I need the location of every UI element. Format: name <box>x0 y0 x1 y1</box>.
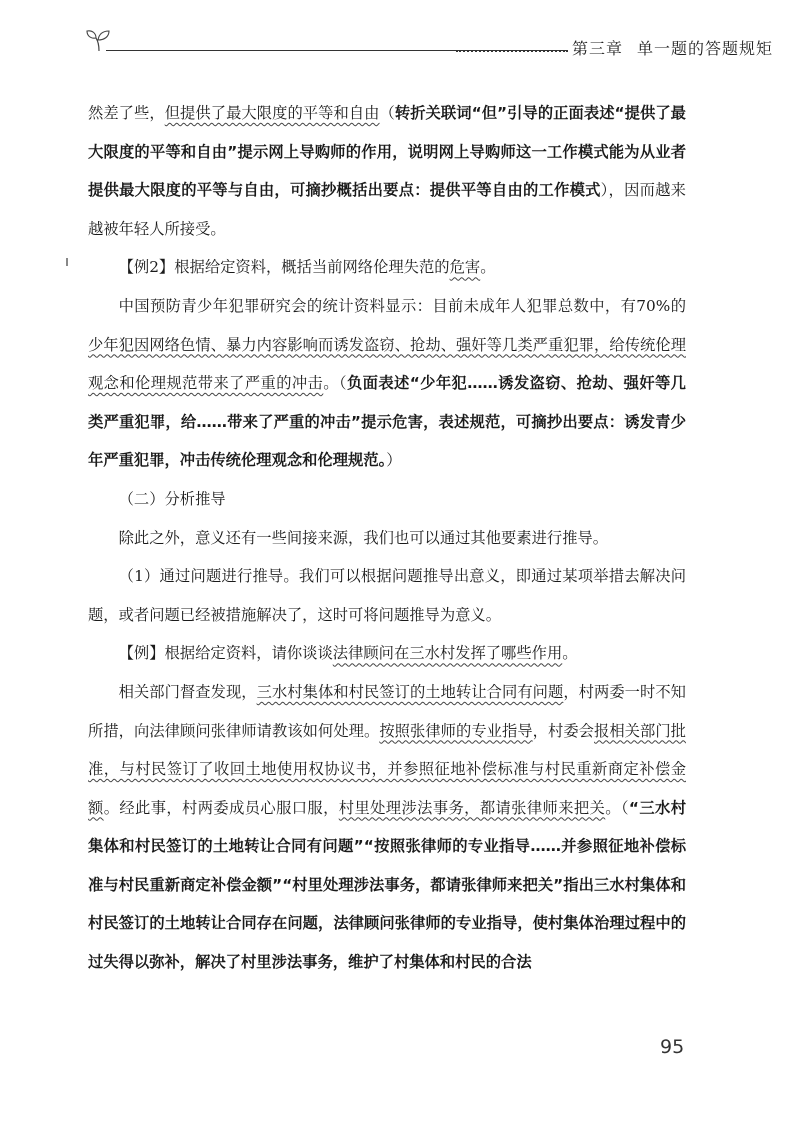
p5-underlined-1: 三水村集体和村民签订的土地转让合同有问题 <box>256 682 564 701</box>
p1-underlined-phrase: 但提供了最大限度的平等和自由 <box>164 104 380 122</box>
p5-underlined-3: 报相关部门批准，与村民签订了收回土地使用权协议书，并参照征地补偿标准与村民重新商定补偿金额 <box>88 721 686 817</box>
p2-text-a: 中国预防青少年犯罪研究会的统计资料显示：目前未成年人犯罪总数中，有70%的 <box>118 296 686 315</box>
example-2-end: 。 <box>480 258 496 277</box>
p1-paren-open: （ <box>379 104 395 122</box>
p5-underlined-2: 按照张律师的专业指导 <box>379 721 533 740</box>
p1-text-a: 然差了些， <box>88 104 165 122</box>
p1-annotation: 转折关联词“但”引导的正面表述“提供了最大限度的平等和自由”提示网上导购师的作用，说明网上导购师这一工作模式能为从业者提供最大限度的平等与自由，可摘抄概括出要点：提供平等自由的工作模式 <box>88 104 686 200</box>
header-rule-dotted <box>456 50 568 52</box>
p5-paren-open: 。（ <box>605 798 629 817</box>
paragraph-5 <box>88 673 686 982</box>
margin-mark <box>66 258 68 266</box>
running-header <box>572 36 773 59</box>
sprout-icon <box>86 28 112 52</box>
example-label: 【例】 <box>118 644 165 663</box>
example-2-keyword: 危害 <box>449 258 481 277</box>
paragraph-2 <box>88 287 686 480</box>
p2-paren-open: 。（ <box>323 374 347 393</box>
p5-annotation: “三水村集体和村民签订的土地转让合同有问题”“按照张律师的专业指导……并参照征地补偿标准与村民重新商定补偿金额”“村里处理涉法事务，都请张律师来把关”指出三水村集体和村民签订的土地转让合同存在问题，法律顾问张律师的专业指导，使村集体治理过程中的过失得以弥补，解决了村里涉法事务，维护了村集体和村民的合法 <box>88 798 686 972</box>
p2-paren-close: ） <box>386 451 402 470</box>
paragraph-3: 除此之外，意义还有一些间接来源，我们也可以通过其他要素进行推导。 <box>118 528 609 547</box>
example-prompt <box>88 634 686 673</box>
section-heading: （二）分析推导 <box>118 489 226 508</box>
p2-underlined-phrase: 少年犯因网络色情、暴力内容影响而诱发盗窃、抢劫、强奸等几类严重犯罪，给传统伦理观念和伦理规范带来了严重的冲击 <box>88 335 686 393</box>
example-2-prompt <box>88 248 686 287</box>
example-keyword: 法律顾问在三水村发挥了哪些作用 <box>332 644 563 663</box>
example-question: 根据给定资料，请你谈谈 <box>164 644 333 663</box>
page-number: 95 <box>660 1036 685 1058</box>
p5-text-c: ，村两委一时不知所措，向法律顾问张律师请教该如何处理。 <box>88 682 686 740</box>
p5-text-e: ，村委会 <box>532 721 594 740</box>
p2-annotation: 负面表述“少年犯……诱发盗窃、抢劫、强奸等几类严重犯罪，给……带来了严重的冲击”提示危害，表述规范，可摘抄出要点：诱发青少年严重犯罪，冲击传统伦理观念和伦理规范。 <box>88 374 686 470</box>
p5-text-g: 。经此事，村两委成员心服口服， <box>103 798 339 817</box>
example-end: 。 <box>562 644 578 663</box>
page-header <box>86 28 774 62</box>
example-2-question: 根据给定资料，概括当前网络伦理失范的 <box>174 258 450 277</box>
p1-text-e: ），因而越来越被年轻人所接受。 <box>88 181 686 238</box>
paragraph-1 <box>88 94 686 248</box>
paragraph-4: （1）通过问题进行推导。我们可以根据问题推导出意义，即通过某项举措去解决问题，或者问题已经被措施解决了，这时可将问题推导为意义。 <box>88 567 686 624</box>
chapter-title: 单一题的答题规矩 <box>637 39 774 58</box>
p5-underlined-4: 村里处理涉法事务，都请张律师来把关 <box>338 798 606 817</box>
page-body <box>88 94 686 982</box>
chapter-number: 第三章 <box>572 39 624 58</box>
example-2-label: 【例2】 <box>118 258 175 277</box>
p5-text-a: 相关部门督查发现， <box>118 682 257 701</box>
